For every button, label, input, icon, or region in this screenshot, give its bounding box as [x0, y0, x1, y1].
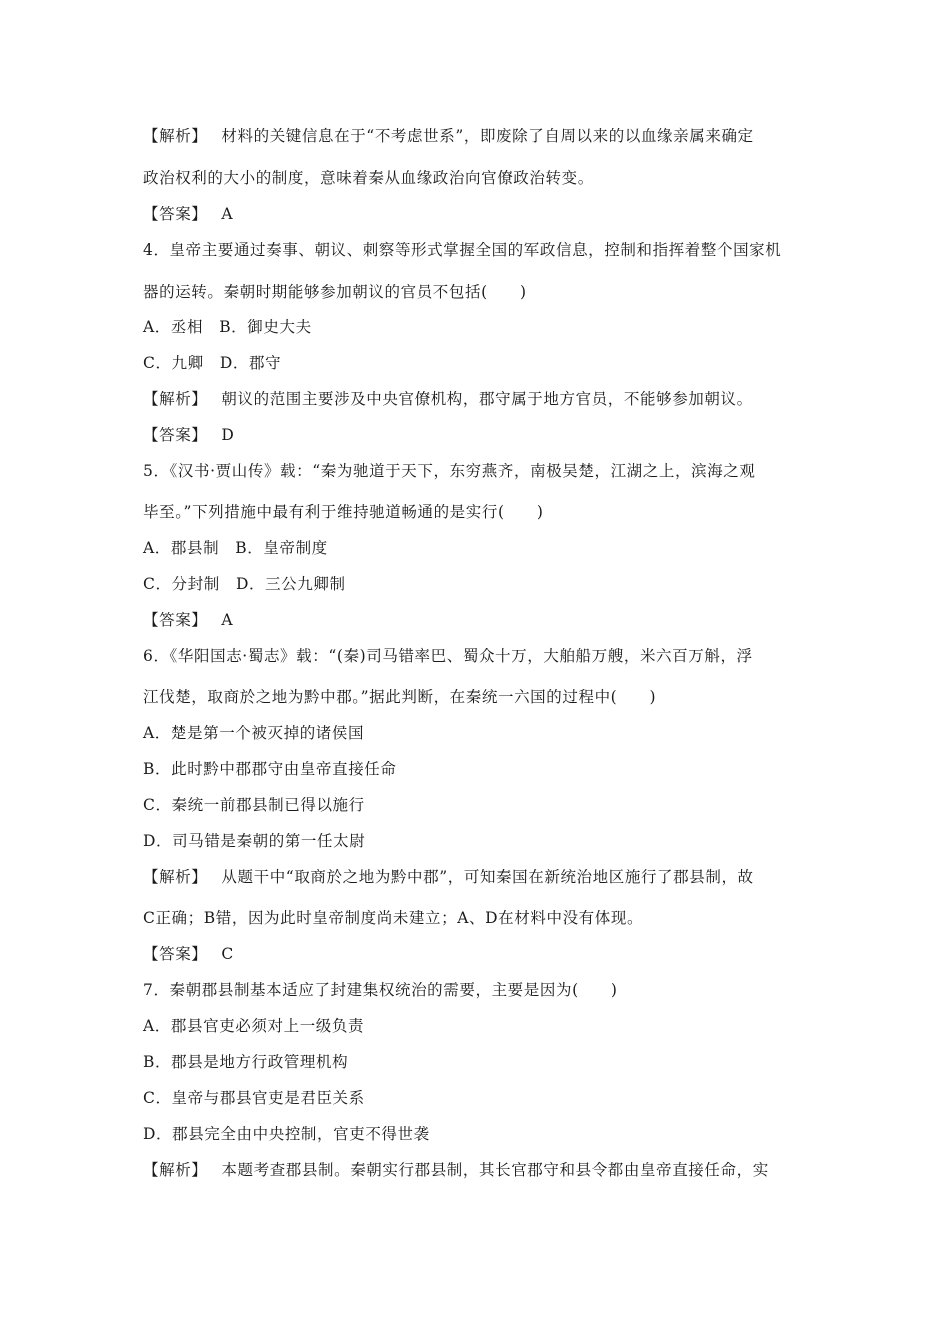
options-line: A．丞相 B．御史大夫 — [143, 318, 312, 336]
option-line: C．皇帝与郡县官吏是君臣关系 — [143, 1089, 365, 1107]
question-5-stem: 5．《汉书·贾山传》载：“秦为驰道于天下，东穷燕齐，南极吴楚，江湖之上，滨海之观 — [143, 462, 756, 480]
options-line: C．分封制 D．三公九卿制 — [143, 575, 346, 593]
text-line: 【答案】 D — [143, 426, 235, 444]
option-line: B．郡县是地方行政管理机构 — [143, 1053, 349, 1071]
text-line: 【解析】 从题干中“取商於之地为黔中郡”，可知秦国在新统治地区施行了郡县制，故 — [143, 868, 754, 886]
label-answer: 【答案】 — [143, 945, 208, 963]
text-line: 【答案】 A — [143, 205, 234, 223]
text-line: 江伐楚，取商於之地为黔中郡。”据此判断，在秦统一六国的过程中( ) — [143, 688, 657, 706]
label-analysis: 【解析】 — [143, 868, 208, 886]
label-analysis: 【解析】 — [143, 1161, 208, 1179]
label-analysis: 【解析】 — [143, 390, 208, 408]
option-line: D．司马错是秦朝的第一任太尉 — [143, 832, 366, 850]
text-line: 器的运转。秦朝时期能够参加朝议的官员不包括( ) — [143, 283, 527, 301]
option-line: A．楚是第一个被灭掉的诸侯国 — [143, 724, 365, 742]
text-line: 【解析】 朝议的范围主要涉及中央官僚机构，郡守属于地方官员，不能够参加朝议。 — [143, 390, 753, 408]
question-6-stem: 6．《华阳国志·蜀志》载：“(秦)司马错率巴、蜀众十万，大舶船万艘，米六百万斛，浮 — [143, 647, 753, 665]
option-line: D．郡县完全由中央控制，官吏不得世袭 — [143, 1125, 430, 1143]
option-line: B．此时黔中郡郡守由皇帝直接任命 — [143, 760, 397, 778]
options-line: A．郡县制 B．皇帝制度 — [143, 539, 328, 557]
text-line: C正确；B错，因为此时皇帝制度尚未建立；A、D在材料中没有体现。 — [143, 909, 644, 927]
label-answer: 【答案】 — [143, 205, 208, 223]
label-analysis: 【解析】 — [143, 127, 208, 145]
option-line: C．秦统一前郡县制已得以施行 — [143, 796, 365, 814]
text-line: 政治权利的大小的制度，意味着秦从血缘政治向官僚政治转变。 — [143, 169, 594, 187]
text-line: 【答案】 A — [143, 611, 234, 629]
text-line: 【解析】 本题考查郡县制。秦朝实行郡县制，其长官郡守和县令都由皇帝直接任命，实 — [143, 1161, 769, 1179]
option-line: A．郡县官吏必须对上一级负责 — [143, 1017, 365, 1035]
question-4-stem: 4．皇帝主要通过奏事、朝议、刺察等形式掌握全国的军政信息，控制和指挥着整个国家机 — [143, 241, 782, 259]
label-answer: 【答案】 — [143, 426, 208, 444]
text-line: 毕至。”下列措施中最有利于维持驰道畅通的是实行( ) — [143, 503, 544, 521]
text-line: 【解析】 材料的关键信息在于“不考虑世系”，即废除了自周以来的以血缘亲属来确定 — [143, 127, 754, 145]
label-answer: 【答案】 — [143, 611, 208, 629]
question-7-stem: 7．秦朝郡县制基本适应了封建集权统治的需要，主要是因为( ) — [143, 981, 618, 999]
text-line: 【答案】 C — [143, 945, 234, 963]
options-line: C．九卿 D．郡守 — [143, 354, 282, 372]
